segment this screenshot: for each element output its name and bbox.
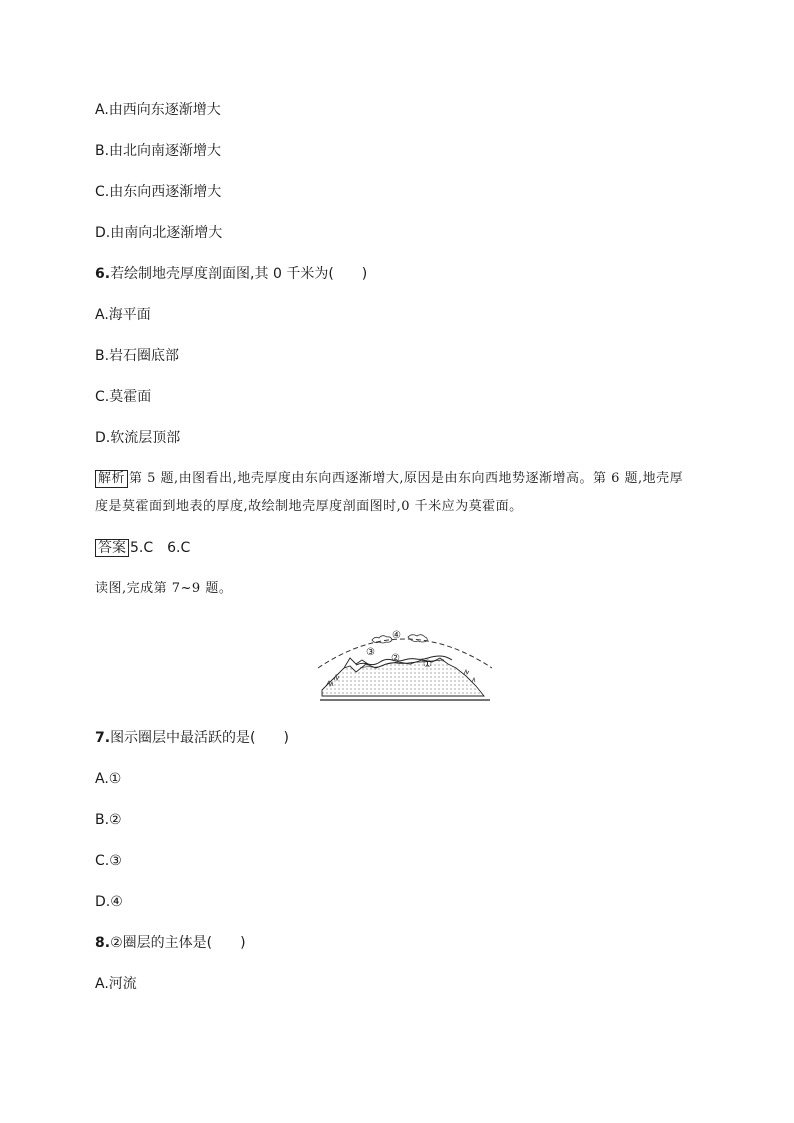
q7-option-b: B.②: [95, 812, 122, 828]
analysis-label: 解析: [95, 470, 128, 488]
analysis-line-2: 度是莫霍面到地表的厚度,故绘制地壳厚度剖面图时,0 千米应为莫霍面。: [95, 499, 523, 514]
answer-line: [95, 539, 190, 557]
question-7: [95, 729, 289, 747]
question-8: [95, 934, 246, 952]
q5-option-a: A.由西向东逐渐增大: [95, 102, 221, 118]
analysis-line-1: [95, 470, 683, 488]
question-6-text: 若绘制地壳厚度剖面图,其 0 千米为( ): [110, 266, 368, 282]
analysis-text-1: 第 5 题,由图看出,地壳厚度由东向西逐渐增大,原因是由东向西地势逐渐增高。第 6 题,地壳厚: [129, 471, 684, 486]
q5-option-d: D.由南向北逐渐增大: [95, 225, 223, 241]
answer-text: 5.C 6.C: [130, 540, 191, 556]
question-7-text: 图示圈层中最活跃的是( ): [110, 730, 289, 746]
label-circle-1: ①: [423, 659, 432, 670]
earth-spheres-diagram: [314, 624, 494, 704]
q7-option-d: D.④: [95, 894, 123, 910]
q6-option-b: B.岩石圈底部: [95, 348, 180, 364]
answer-label: 答案: [95, 539, 129, 557]
label-circle-2: ②: [391, 653, 400, 664]
cloud-left: [372, 636, 392, 643]
question-8-number: 8.: [95, 935, 111, 951]
q5-option-c: C.由东向西逐渐增大: [95, 184, 222, 200]
label-circle-3: ③: [366, 647, 375, 658]
q5-option-b: B.由北向南逐渐增大: [95, 143, 222, 159]
q6-option-c: C.莫霍面: [95, 389, 152, 405]
question-6: [95, 265, 367, 283]
q7-option-a: A.①: [95, 771, 122, 787]
question-7-number: 7.: [95, 730, 111, 746]
question-6-number: 6.: [95, 266, 111, 282]
q6-option-d: D.软流层顶部: [95, 430, 181, 446]
instruction-text: 读图,完成第 7~9 题。: [95, 581, 233, 596]
q8-option-a: A.河流: [95, 976, 137, 992]
label-circle-4: ④: [392, 630, 401, 641]
q6-option-a: A.海平面: [95, 307, 151, 323]
question-8-text: ②圈层的主体是( ): [110, 935, 246, 951]
q7-option-c: C.③: [95, 853, 122, 869]
